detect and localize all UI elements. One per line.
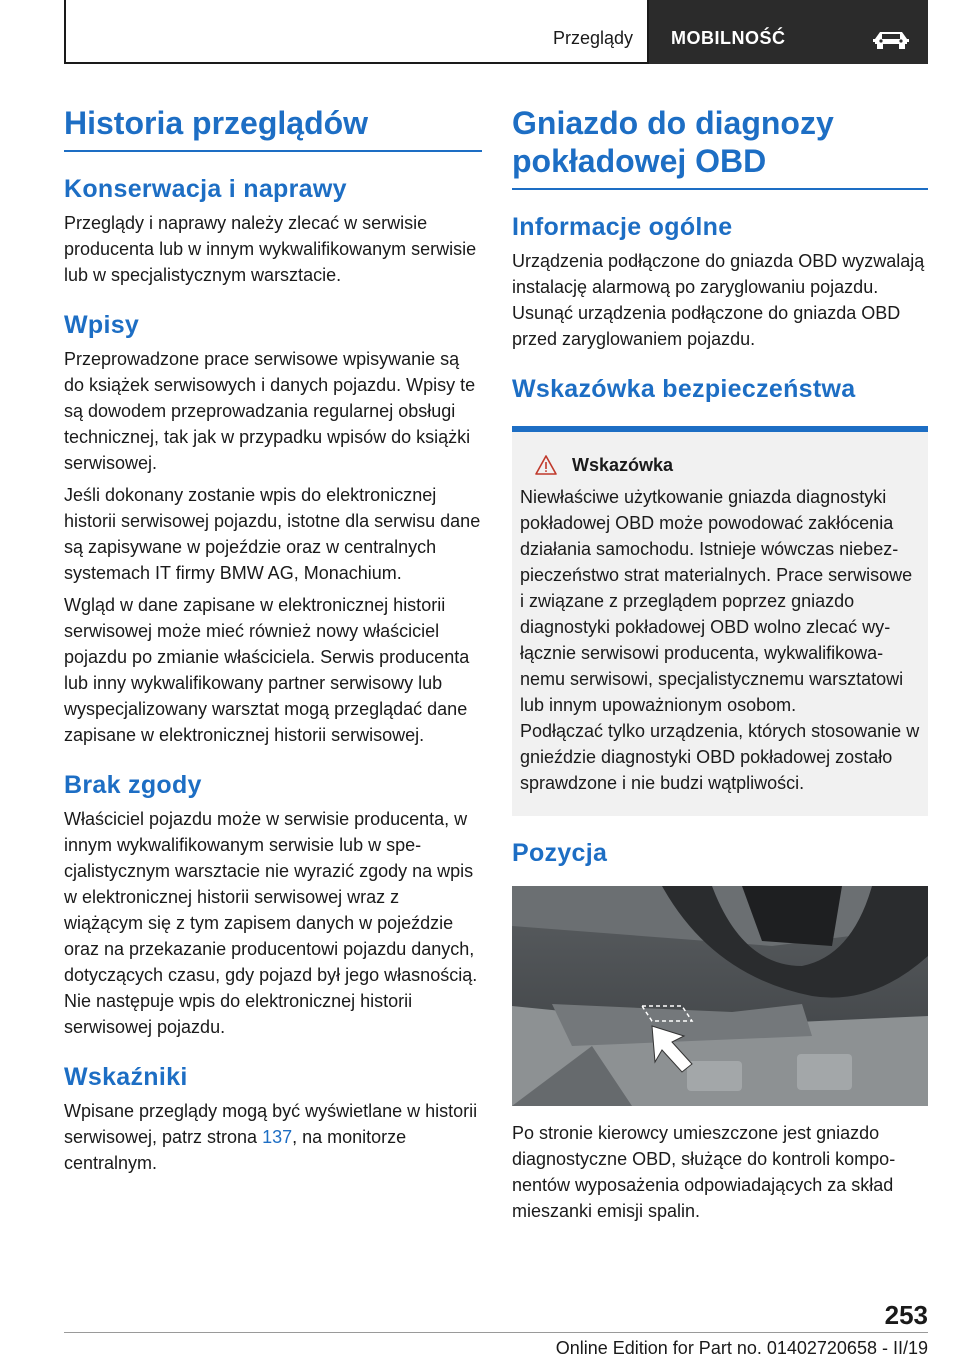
section-title: Przeglądy <box>552 28 633 48</box>
paragraph: Urządzenia podłączone do gniazda OBD wyzwalają instalację alarmową po zaryglowaniu pojazdu. Usunąć urządzenia podłączone do gniazda OBD przed zaryglowaniem pojazdu. <box>512 251 925 349</box>
section-heading: Informacje ogólne <box>512 213 733 241</box>
warning-triangle-icon <box>534 454 558 476</box>
paragraph: Wgląd w dane zapisane w elektronicznej historii serwisowej może mieć również nowy właściciel pojazdu po zmianie właściciela. Serwis producenta lub inny wykwalifikowany partner serwisowy lub wyspecjalizowany warsztat mogą przeglądać dane zapisane w elektronicznej historii serwisowej. <box>64 595 470 745</box>
page-title: Historia przeglądów <box>64 104 482 152</box>
paragraph: Jeśli dokonany zostanie wpis do elektronicznej historii serwisowej pojazdu, istotne dla serwisu dane są zapisywane w pojeździe oraz w centralnych systemach IT firmy BMW AG, Monachium. <box>64 485 481 583</box>
car-icon <box>871 28 911 52</box>
page-reference-link[interactable]: 137 <box>262 1127 293 1147</box>
paragraph-with-link <box>64 1098 482 1176</box>
warning-box <box>512 426 928 816</box>
section-heading: Wskaźniki <box>64 1063 188 1091</box>
obd-socket-location-photo <box>512 886 928 1106</box>
text-after-link: , na monitorze centralnym. <box>64 1127 407 1173</box>
paragraph: Po stronie kierowcy umieszczone jest gniazdo diagnostyczne OBD, służące do kontroli komponentów wyposażenia odpowiadających za skład mieszanki emisji spalin. <box>512 1123 896 1221</box>
chapter-title: MOBILNOŚĆ <box>671 28 786 48</box>
warning-paragraph: Podłączać tylko urządzenia, których stosowanie w gnieździe diagnostyki OBD pokładowej zostało sprawdzone i nie budzi wątpliwości. <box>520 721 920 793</box>
page-title: Gniazdo do diagnozy pokładowej OBD <box>512 104 928 190</box>
page-number: 253 <box>884 1300 928 1330</box>
warning-paragraph: Niewłaściwe użytkowanie gniazda diagnostyki pokładowej OBD może powodować zakłócenia działania samochodu. Istnieje wówczas niebezpieczeństwo strat materialnych. Prace serwisowe i związane z przeglądem poprzez gniazdo diagnostyki pokładowej OBD wolno zlecać wyłącznie serwisowi producenta, wykwalifikowanemu serwisowi, specjalistycznemu warsztatowi lub innym upoważnionym osobom. <box>520 487 913 715</box>
section-heading: Wskazówka bezpieczeństwa <box>512 375 856 403</box>
header-section-tab <box>64 0 649 64</box>
right-column <box>512 104 928 1230</box>
page-header <box>64 0 928 64</box>
left-column <box>64 104 482 1182</box>
footer-divider <box>64 1332 928 1333</box>
paragraph: Właściciel pojazdu może w serwisie producenta, w innym wykwalifikowanym serwisie lub w specjalistycznym warsztacie nie wyrazić zgody na wpis w elektronicznej historii serwisowej wraz z wiążącym się z tym zapisem danych w pojeździe oraz na przekazanie producentowi pojazdu danych, dotyczących czasu, gdy pojazd był jego własnością. Nie następuje wpis do elektronicznej historii serwisowej pojazdu. <box>64 809 478 1037</box>
section-heading: Konserwacja i naprawy <box>64 175 347 203</box>
paragraph: Przeglądy i naprawy należy zlecać w serwisie producenta lub w innym wykwalifikowanym serwisie lub w specjalistycznym warsztacie. <box>64 213 477 285</box>
paragraph: Przeprowadzone prace serwisowe wpisywanie są do książek serwisowych i danych pojazdu. Wpisy te są dowodem przeprowadzania regularnej obsługi technicznej, tak jak w przypadku wpisów do książki serwisowej. <box>64 349 476 473</box>
text-before-link: Wpisane przeglądy mogą być wyświetlane w historii serwisowej, patrz strona <box>64 1101 478 1147</box>
warning-title <box>534 454 920 476</box>
edition-note: Online Edition for Part no. 01402720658 - II/19 <box>555 1338 928 1358</box>
section-heading: Pozycja <box>512 839 608 867</box>
warning-title-text: Wskazówka <box>572 454 674 475</box>
section-heading: Brak zgody <box>64 771 202 799</box>
section-heading: Wpisy <box>64 311 140 339</box>
header-chapter-tab <box>649 0 928 64</box>
